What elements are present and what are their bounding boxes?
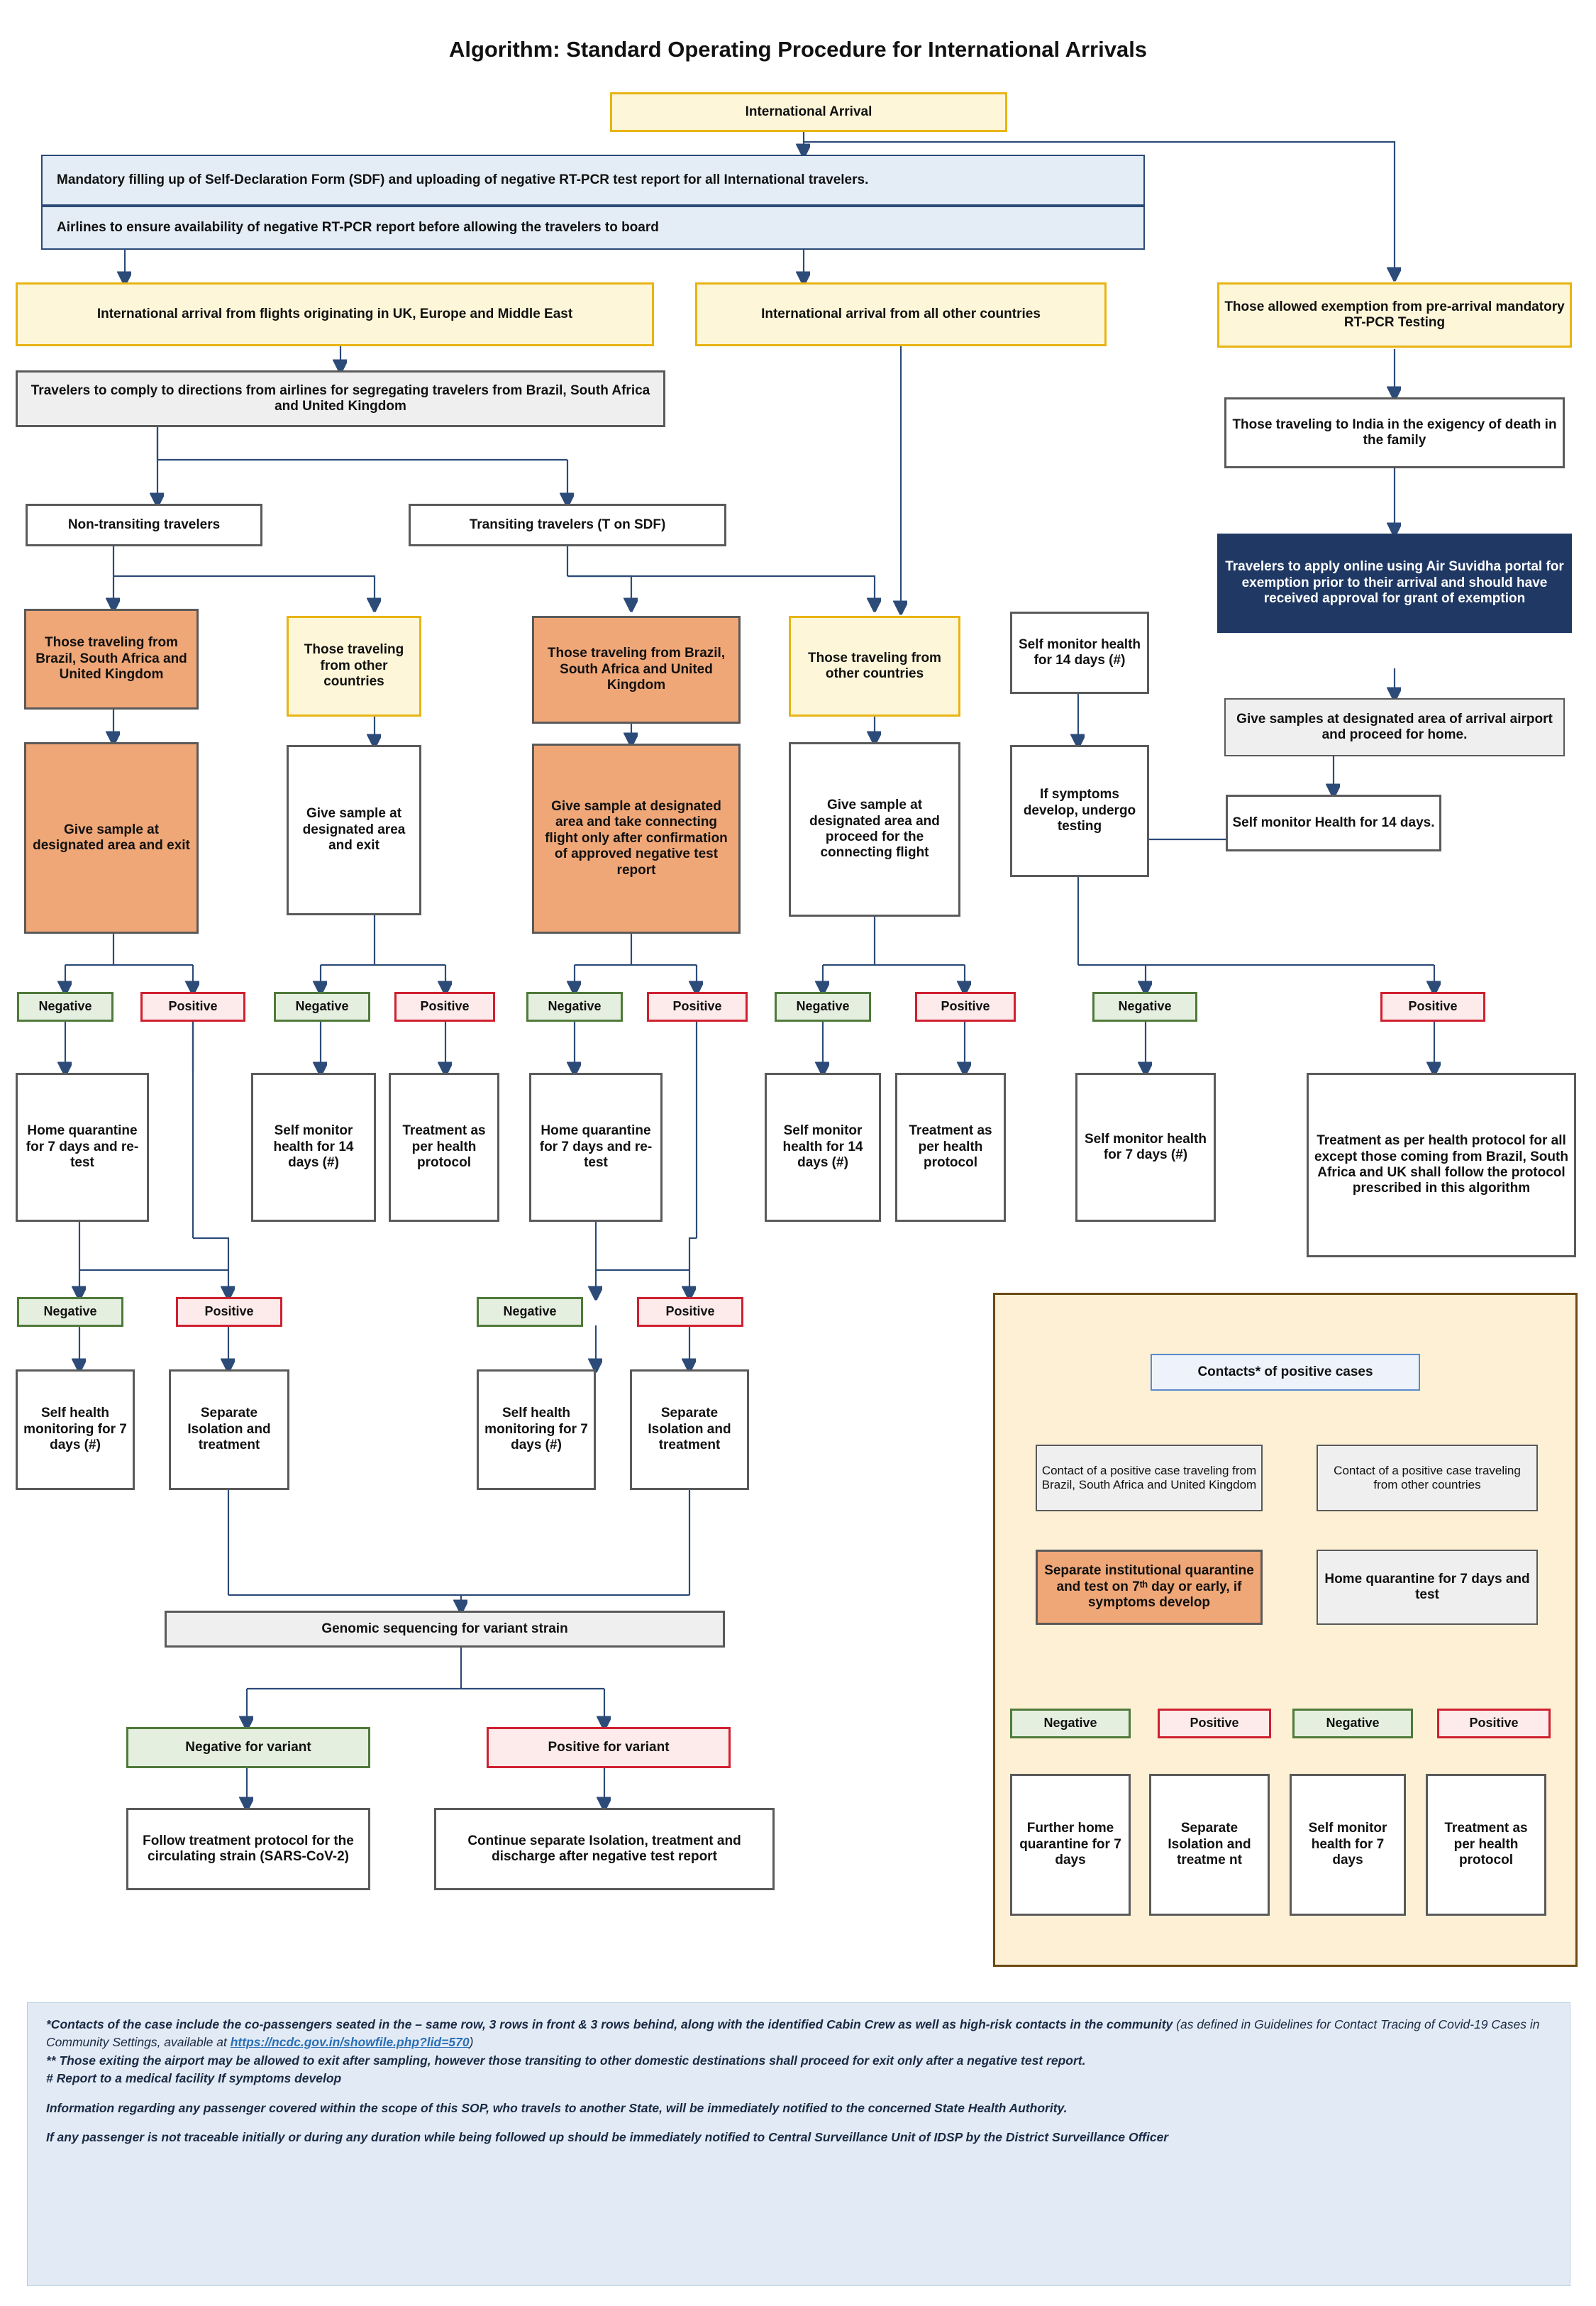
node-separate-isolation-treatment-2[interactable]: Separate Isolation and treatment	[630, 1369, 749, 1490]
node-international-arrival[interactable]: International Arrival	[610, 92, 1007, 132]
node-self-health-monitoring-7-2[interactable]: Self health monitoring for 7 days (#)	[477, 1369, 596, 1490]
badge-negative-6[interactable]: Negative	[17, 1297, 123, 1327]
node-treatment-protocol-2[interactable]: Treatment as per health protocol	[895, 1073, 1006, 1222]
node-separate-institutional-quarantine[interactable]: Separate institutional quarantine and test on 7ᵗʰ day or early, if symptoms develop	[1036, 1550, 1263, 1625]
node-death-in-family[interactable]: Those traveling to India in the exigency of death in the family	[1224, 397, 1565, 468]
node-self-monitor-14-hash-1[interactable]: Self monitor health for 14 days (#)	[251, 1073, 376, 1222]
footnote-contacts: *Contacts of the case include the co-passengers seated in the – same row, 3 rows in front & 3 rows behind, along with the identified Cabin Crew as well as high-risk contacts in the community (as defined in Guidelines for Contact Tracing of Covid-19 Cases in Community Settings, available at https://ncdc.gov.in/showfile.php?lid=570)	[46, 2017, 1540, 2050]
badge-negative-7[interactable]: Negative	[477, 1297, 583, 1327]
badge-negative-2[interactable]: Negative	[274, 992, 370, 1022]
node-nt-brazil-give-sample[interactable]: Give sample at designated area and exit	[24, 742, 199, 934]
node-transiting-travelers[interactable]: Transiting travelers (T on SDF)	[409, 504, 726, 546]
node-continue-separate-isolation[interactable]: Continue separate Isolation, treatment and discharge after negative test report	[434, 1808, 775, 1890]
badge-positive-5[interactable]: Positive	[1380, 992, 1485, 1022]
node-tr-other-give-sample[interactable]: Give sample at designated area and proceed for the connecting flight	[789, 742, 960, 917]
node-contacts-self-monitor-7[interactable]: Self monitor health for 7 days	[1290, 1774, 1406, 1916]
node-give-samples-exempt[interactable]: Give samples at designated area of arrival airport and proceed for home.	[1224, 698, 1565, 756]
node-contacts-separate-isolation[interactable]: Separate Isolation and treatme nt	[1149, 1774, 1270, 1916]
footnotes-panel	[27, 2002, 1570, 2286]
badge-contacts-negative-1[interactable]: Negative	[1010, 1709, 1131, 1738]
node-nt-brazil-sa-uk[interactable]: Those traveling from Brazil, South Africa and United Kingdom	[24, 609, 199, 710]
badge-negative-for-variant[interactable]: Negative for variant	[126, 1727, 370, 1768]
footnote-spacer	[46, 2088, 1551, 2100]
node-arrival-uk-europe-middleeast[interactable]: International arrival from flights originating in UK, Europe and Middle East	[16, 282, 654, 346]
badge-negative-5[interactable]: Negative	[1092, 992, 1197, 1022]
footnote-spacer-2	[46, 2117, 1551, 2129]
node-treatment-protocol-1[interactable]: Treatment as per health protocol	[389, 1073, 499, 1222]
badge-negative-1[interactable]: Negative	[17, 992, 113, 1022]
node-home-quarantine-7-test[interactable]: Home quarantine for 7 days and test	[1317, 1550, 1538, 1625]
badge-negative-4[interactable]: Negative	[775, 992, 871, 1022]
ncdc-link[interactable]: https://ncdc.gov.in/showfile.php?lid=570	[230, 2035, 470, 2050]
node-self-monitor-health-14-days-b[interactable]: Self monitor Health for 14 days.	[1226, 795, 1441, 851]
node-tr-other-countries[interactable]: Those traveling from other countries	[789, 616, 960, 717]
badge-contacts-positive-1[interactable]: Positive	[1158, 1709, 1271, 1738]
badge-negative-3[interactable]: Negative	[526, 992, 623, 1022]
page-title: Algorithm: Standard Operating Procedure for International Arrivals	[448, 37, 1148, 62]
node-home-quarantine-retest-1[interactable]: Home quarantine for 7 days and re-test	[16, 1073, 149, 1222]
node-self-monitor-14-hash-2[interactable]: Self monitor health for 14 days (#)	[765, 1073, 881, 1222]
node-nt-other-give-sample[interactable]: Give sample at designated area and exit	[287, 745, 421, 915]
badge-positive-6[interactable]: Positive	[176, 1297, 282, 1327]
node-genomic-sequencing[interactable]: Genomic sequencing for variant strain	[165, 1611, 725, 1648]
node-comply-airline-directions[interactable]: Travelers to comply to directions from airlines for segregating travelers from Brazil, South Africa and United Kingdom	[16, 370, 665, 427]
badge-positive-for-variant[interactable]: Positive for variant	[487, 1727, 731, 1768]
node-if-symptoms-develop-testing[interactable]: If symptoms develop, undergo testing	[1010, 745, 1149, 877]
node-self-monitor-7-days[interactable]: Self monitor health for 7 days (#)	[1075, 1073, 1216, 1222]
node-exemption-prearrival-rtpcr[interactable]: Those allowed exemption from pre-arrival mandatory RT-PCR Testing	[1217, 282, 1572, 348]
node-tr-brazil-give-sample[interactable]: Give sample at designated area and take connecting flight only after confirmation of approved negative test report	[532, 744, 741, 934]
node-tr-brazil-sa-uk[interactable]: Those traveling from Brazil, South Africa and United Kingdom	[532, 616, 741, 724]
node-separate-isolation-treatment-1[interactable]: Separate Isolation and treatment	[169, 1369, 289, 1490]
footnote-report-medical-facility: # Report to a medical facility If symptoms develop	[46, 2071, 342, 2086]
badge-contacts-negative-2[interactable]: Negative	[1292, 1709, 1413, 1738]
badge-positive-7[interactable]: Positive	[637, 1297, 743, 1327]
node-contact-brazil-sa-uk[interactable]: Contact of a positive case traveling from Brazil, South Africa and United Kingdom	[1036, 1445, 1263, 1511]
node-contacts-treatment-protocol[interactable]: Treatment as per health protocol	[1426, 1774, 1546, 1916]
badge-positive-2[interactable]: Positive	[394, 992, 495, 1022]
badge-positive-3[interactable]: Positive	[647, 992, 748, 1022]
node-follow-treatment-protocol[interactable]: Follow treatment protocol for the circulating strain (SARS-CoV-2)	[126, 1808, 370, 1890]
node-further-home-quarantine[interactable]: Further home quarantine for 7 days	[1010, 1774, 1131, 1916]
node-self-monitor-14-days[interactable]: Self monitor health for 14 days (#)	[1010, 612, 1149, 694]
node-self-health-monitoring-7-1[interactable]: Self health monitoring for 7 days (#)	[16, 1369, 135, 1490]
badge-positive-1[interactable]: Positive	[140, 992, 245, 1022]
footnote-untraceable-passenger: If any passenger is not traceable initially or during any duration while being followed up should be immediately notified to Central Surveillance Unit of IDSP by the District Surveillance Officer	[46, 2129, 1169, 2144]
node-non-transiting-travelers[interactable]: Non-transiting travelers	[26, 504, 262, 546]
node-air-suvidha-portal[interactable]: Travelers to apply online using Air Suvidha portal for exemption prior to their arrival and should have received approval for grant of exemption	[1217, 534, 1572, 633]
node-home-quarantine-retest-2[interactable]: Home quarantine for 7 days and re-test	[529, 1073, 663, 1222]
node-self-declaration-form[interactable]: Mandatory filling up of Self-Declaration Form (SDF) and uploading of negative RT-PCR test report for all International travelers.	[41, 155, 1145, 206]
node-contact-other-countries[interactable]: Contact of a positive case traveling from other countries	[1317, 1445, 1538, 1511]
footnote-exiting-airport: ** Those exiting the airport may be allowed to exit after sampling, however those transiting to other domestic destinations shall proceed for exit only after a negative test report.	[46, 2053, 1086, 2068]
node-airlines-ensure-rtpcr[interactable]: Airlines to ensure availability of negative RT-PCR report before allowing the travelers to board	[41, 206, 1145, 250]
node-contacts-of-positive-cases[interactable]: Contacts* of positive cases	[1151, 1354, 1420, 1391]
node-treatment-except-brazil-sa-uk[interactable]: Treatment as per health protocol for all except those coming from Brazil, South Africa and UK shall follow the protocol prescribed in this algorithm	[1307, 1073, 1576, 1257]
badge-positive-4[interactable]: Positive	[915, 992, 1016, 1022]
node-nt-other-countries[interactable]: Those traveling from other countries	[287, 616, 421, 717]
footnote-state-health-authority: Information regarding any passenger covered within the scope of this SOP, who travels to another State, will be immediately notified to the concerned State Health Authority.	[46, 2100, 1068, 2115]
badge-contacts-positive-2[interactable]: Positive	[1437, 1709, 1551, 1738]
node-arrival-other-countries[interactable]: International arrival from all other countries	[695, 282, 1107, 346]
